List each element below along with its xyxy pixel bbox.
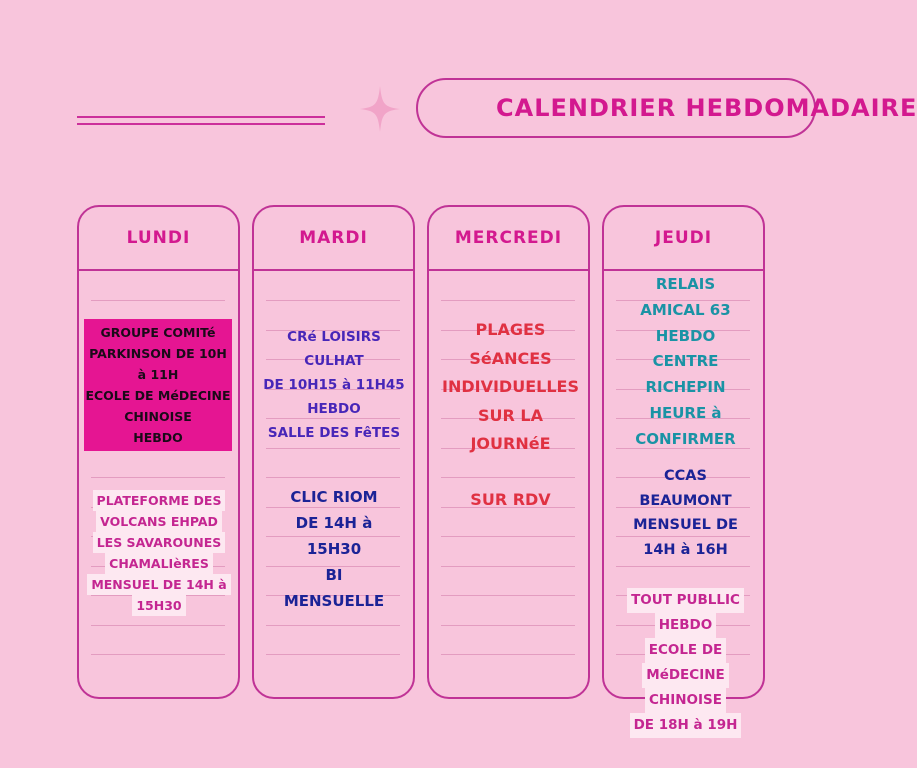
mardi-event-2 [254, 484, 414, 614]
jeudi-event-1 [604, 272, 767, 453]
title-banner [416, 78, 917, 138]
event-line: 15H30 [306, 540, 362, 558]
event-line: INDIVIDUELLES [442, 377, 579, 396]
event-line: à 11H [137, 367, 179, 382]
ruled-line [441, 300, 575, 301]
event-line: CLIC RIOM [290, 488, 378, 506]
event-line: BI [325, 566, 343, 584]
ruled-line [91, 477, 225, 478]
event-line: DE 14H à [295, 514, 373, 532]
day-header: MERCREDI [429, 207, 588, 271]
event-line: HEBDO [133, 430, 183, 445]
event-line: 14H à 16H [643, 541, 728, 558]
event-line: CHAMALIèRES [105, 553, 213, 574]
ruled-line [266, 300, 400, 301]
event-line: HEBDO [655, 326, 716, 345]
event-line: CONFIRMER [635, 429, 736, 448]
ruled-line [266, 654, 400, 655]
event-line: HEBDO [307, 401, 361, 417]
event-line: CRé LOISIRS [287, 329, 381, 345]
event-line: 15H30 [132, 595, 185, 616]
ruled-line [91, 654, 225, 655]
event-line: PARKINSON DE 10H [89, 346, 227, 361]
event-line: PLAGES [475, 320, 546, 339]
event-line: DE 10H15 à 11H45 [263, 377, 405, 393]
lundi-event-2 [84, 490, 234, 616]
ruled-line [441, 566, 575, 567]
jeudi-event-3 [604, 588, 767, 738]
lundi-event-highlight [84, 319, 232, 451]
mercredi-event-2 [429, 488, 592, 512]
ruled-line [441, 654, 575, 655]
ruled-line [441, 625, 575, 626]
event-line: ECOLE DE [645, 638, 727, 663]
event-line: HEURE à [649, 403, 722, 422]
day-header: MARDI [254, 207, 413, 271]
event-line: PLATEFORME DES [93, 490, 226, 511]
event-line: DE 18H à 19H [630, 713, 742, 738]
event-line: MéDECINE [642, 663, 728, 688]
event-line: HEBDO [655, 613, 717, 638]
event-line: RICHEPIN [645, 378, 726, 397]
event-line: SUR LA [478, 405, 543, 425]
ruled-line [441, 595, 575, 596]
event-line: SéANCES [469, 348, 552, 368]
ruled-line [266, 448, 400, 449]
event-line: LES SAVAROUNES [93, 532, 226, 553]
event-line: MENSUEL DE 14H à [87, 574, 230, 595]
mardi-event-1 [254, 325, 414, 445]
decorative-lines [77, 116, 325, 130]
page-title: CALENDRIER HEBDOMADAIRE [496, 94, 917, 122]
jeudi-event-2 [604, 464, 767, 562]
event-line: SUR RDV [470, 490, 551, 509]
event-line: CENTRE [652, 352, 719, 371]
ruled-line [91, 300, 225, 301]
event-line: CHINOISE [645, 688, 726, 713]
event-line: MENSUELLE [283, 592, 385, 610]
event-line: VOLCANS EHPAD [96, 511, 222, 532]
ruled-line [441, 536, 575, 537]
day-header: LUNDI [79, 207, 238, 271]
event-line: BEAUMONT [639, 492, 732, 509]
sparkle-icon [360, 86, 400, 132]
ruled-line [441, 477, 575, 478]
event-line: MENSUEL DE [633, 517, 738, 533]
ruled-line [91, 625, 225, 626]
event-line: AMICAL 63 [640, 300, 731, 319]
event-line: TOUT PUBLLIC [627, 588, 744, 613]
event-line: ECOLE DE MéDECINE [85, 388, 231, 403]
event-line: CCAS [664, 468, 707, 484]
event-line: CHINOISE [124, 409, 192, 424]
ruled-line [266, 477, 400, 478]
mercredi-event-1 [429, 316, 592, 459]
event-line: RELAIS [655, 275, 716, 293]
event-line: GROUPE COMITé [100, 325, 216, 340]
event-line: CULHAT [304, 353, 364, 369]
ruled-line [616, 566, 750, 567]
event-line: JOURNéE [470, 434, 551, 453]
day-header: JEUDI [604, 207, 763, 271]
event-line: SALLE DES FêTES [267, 425, 401, 441]
ruled-line [266, 625, 400, 626]
